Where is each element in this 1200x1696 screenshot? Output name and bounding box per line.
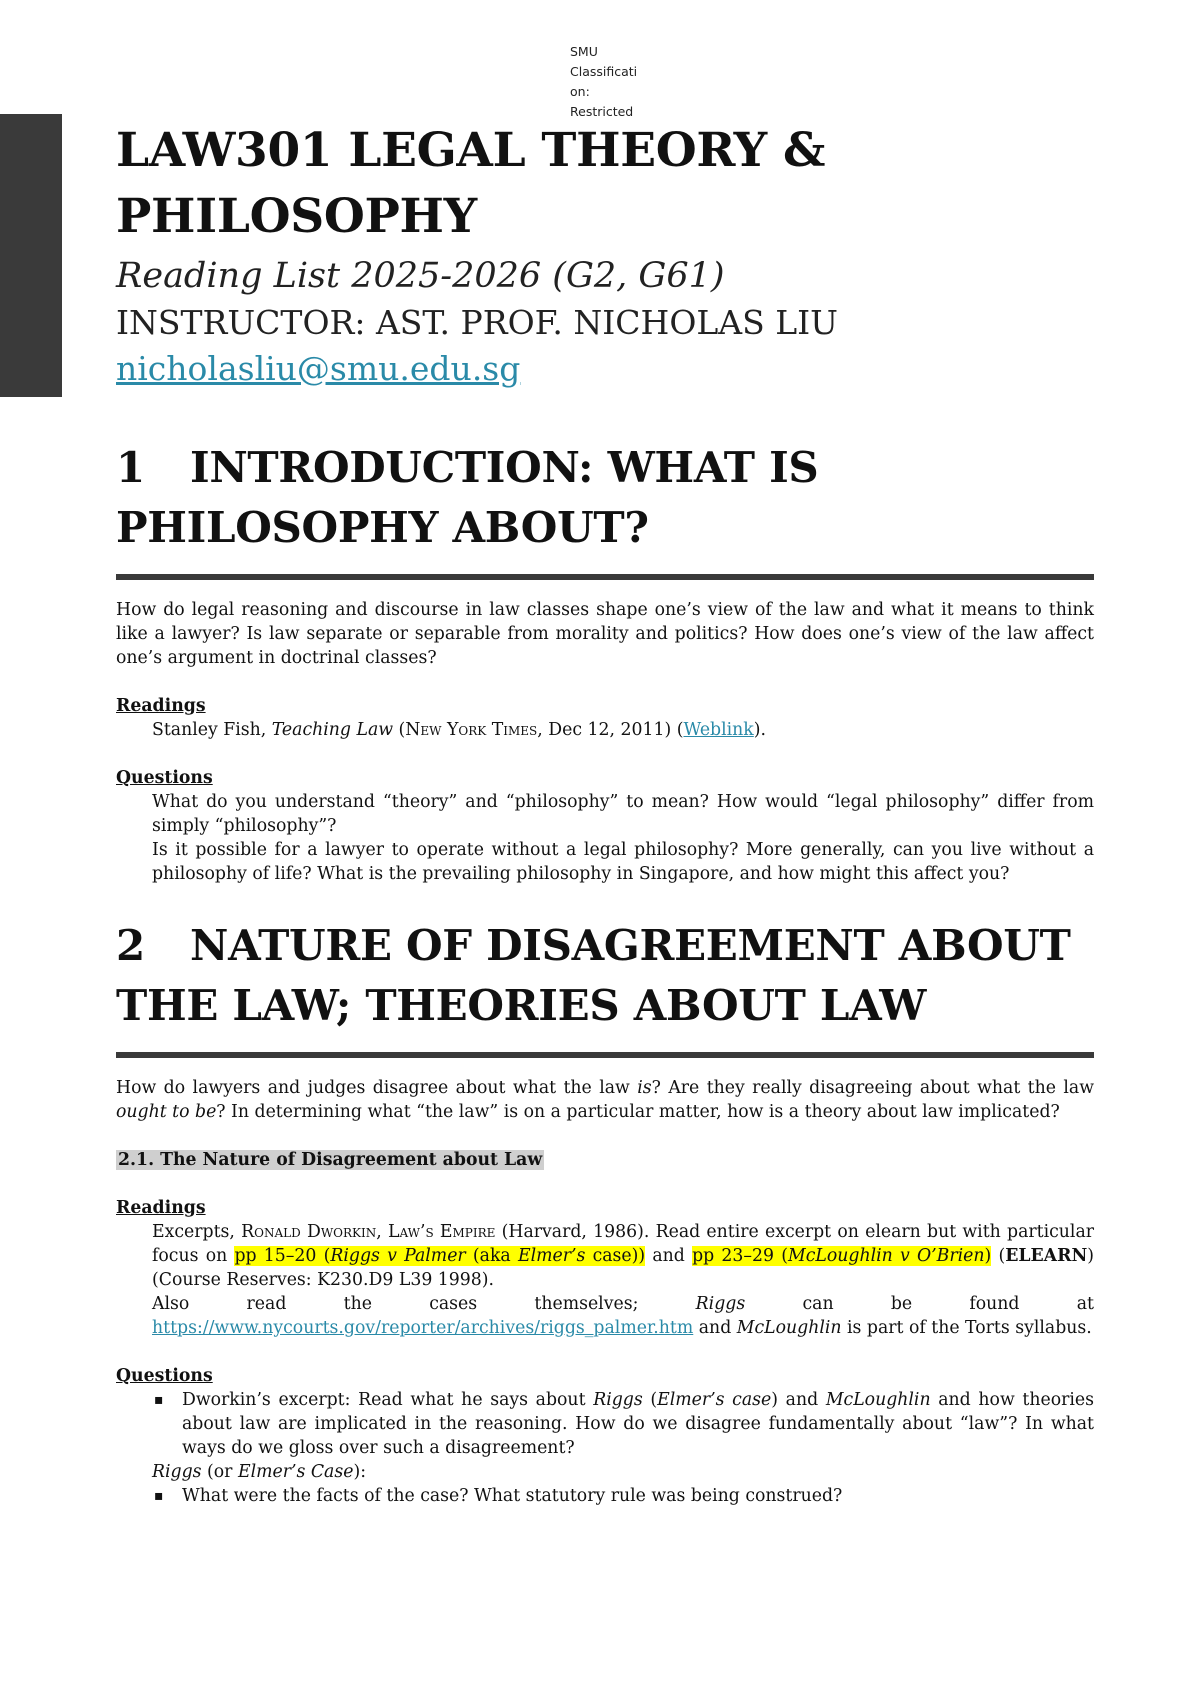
document-title: LAW301 LEGAL THEORY & PHILOSOPHY (116, 123, 826, 244)
section-1-intro: How do legal reasoning and discourse in law classes shape one’s view of the law and what it means to think like a lawyer? Is law separate or separable from morality and politics? How does one’s view of the law affect one’s argument in doctrinal classes? (116, 600, 1094, 668)
questions-heading: Questions (116, 1366, 213, 1386)
list-item: ▪ Dworkin’s excerpt: Read what he says about Riggs (Elmer’s case) and McLoughlin and how theories about law are implicated in the reasoning. How do we disagree fundamentally about “law”? In what ways do we gloss over such a disagreement? (154, 1390, 1094, 1458)
readings-list (116, 1220, 1094, 1340)
section-2-heading: 2 NATURE OF DISAGREEMENT ABOUT THE LAW; THEORIES ABOUT LAW (116, 921, 1071, 1030)
list-item: What do you understand “theory” and “philosophy” to mean? How would “legal philosophy” differ from simply “philosophy”? (152, 792, 1094, 836)
list-item: ▪ What were the facts of the case? What statutory rule was being construed? (154, 1486, 843, 1506)
subsection-2-1-title: 2.1. The Nature of Disagreement about Law (118, 1150, 543, 1170)
questions-sublist (116, 1484, 1094, 1508)
questions-list (116, 790, 1094, 886)
riggs-case-link[interactable]: https://www.nycourts.gov/reporter/archives/riggs_palmer.htm (152, 1318, 694, 1338)
instructor-email-link[interactable]: nicholasliu@smu.edu.sg (116, 349, 521, 388)
list-item: Also read the cases themselves; Riggs can be found at https://www.nycourts.gov/reporter/archives/riggs_palmer.htm and McLoughlin is part of the Torts syllabus. (152, 1294, 1094, 1338)
readings-list (116, 718, 1094, 742)
readings-heading: Readings (116, 1198, 206, 1218)
list-item: Excerpts, Ronald Dworkin, Law’s Empire (Harvard, 1986). Read entire excerpt on elearn but with particular focus on pp 15–20 (Riggs v Palmer (aka Elmer’s case)) and pp 23–29 (McLoughlin v O’Brien) (ELEARN) (Course Reserves: K230.D9 L39 1998). (152, 1222, 1095, 1290)
instructor-name: INSTRUCTOR: AST. PROF. NICHOLAS LIU (116, 303, 838, 342)
weblink[interactable]: Weblink (683, 720, 754, 740)
section-2-intro: How do lawyers and judges disagree about what the law is? Are they really disagreeing about what the law ought to be? In determining what “the law” is on a particular matter, how is a theory about law implicated? (116, 1078, 1094, 1122)
list-item: Riggs (or Elmer’s Case): (152, 1462, 367, 1482)
list-item: Stanley Fish, Teaching Law (New York Times, Dec 12, 2011) (Weblink). (152, 720, 767, 740)
questions-list (116, 1460, 1094, 1484)
highlight: pp 23–29 (McLoughlin v O’Brien) (692, 1246, 992, 1266)
questions-heading: Questions (116, 768, 213, 788)
document-subtitle: Reading List 2025-2026 (G2, G61) (116, 256, 725, 296)
side-tab-bar (0, 114, 62, 397)
list-item: Is it possible for a lawyer to operate without a legal philosophy? More generally, can you live without a philosophy of life? What is the prevailing philosophy in Singapore, and how might this affect you? (152, 840, 1094, 884)
document-body (116, 118, 1094, 1508)
highlight: pp 15–20 (Riggs v Palmer (aka Elmer’s case)) (234, 1246, 646, 1266)
questions-sublist (116, 1388, 1094, 1460)
readings-heading: Readings (116, 696, 206, 716)
classification-label: SMU Classificati on: Restricted (570, 44, 638, 119)
section-1-heading: 1 INTRODUCTION: WHAT IS PHILOSOPHY ABOUT? (116, 443, 819, 552)
